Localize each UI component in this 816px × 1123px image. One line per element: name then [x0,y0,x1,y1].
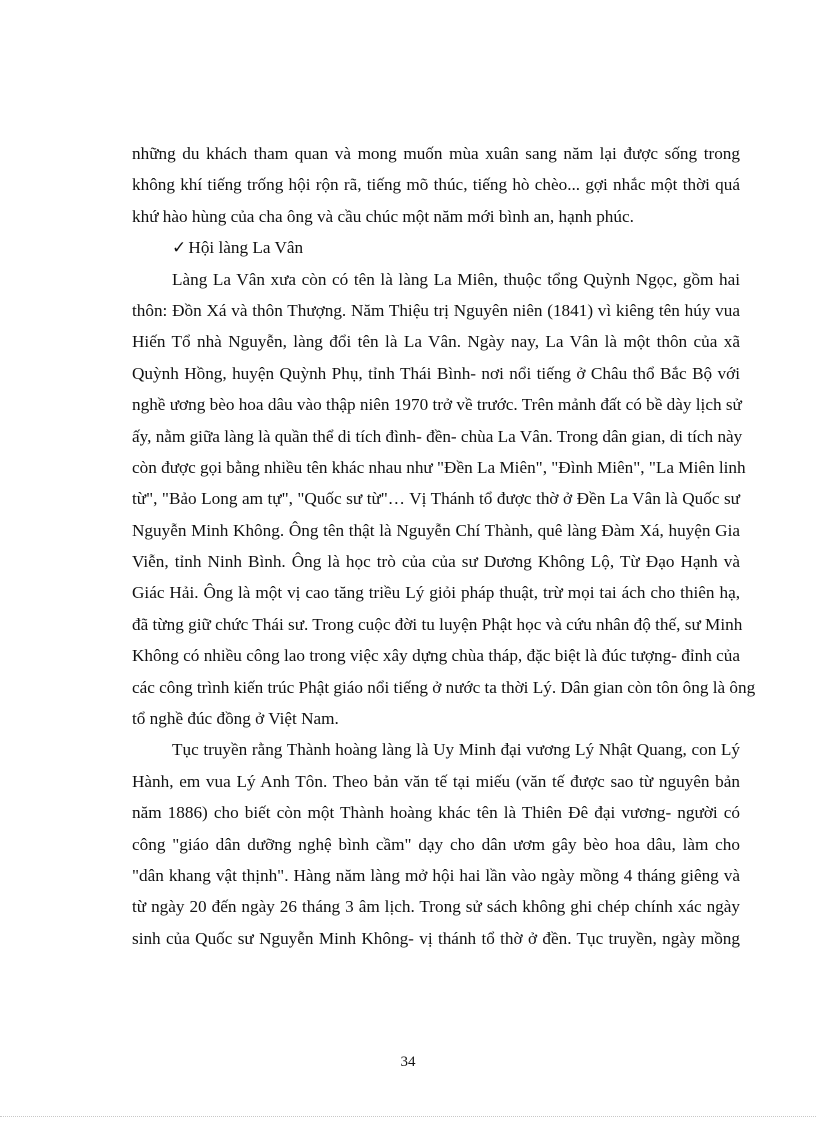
section-heading-text: Hội làng La Vân [188,238,304,258]
text-line: đã từng giữ chức Thái sư. Trong cuộc đời tu luyện Phật học và cứu nhân độ thế, sư Minh [132,614,743,634]
document-body [132,138,756,954]
page-number: 34 [400,1054,416,1070]
text-line: Hiến Tổ nhà Nguyễn, làng đổi tên là La Vân. Ngày nay, La Vân là một thôn của xã [132,332,740,352]
text-line: từ", "Bảo Long am tự", "Quốc sư từ"… Vị Thánh tổ được thờ ở Đền La Vân là Quốc sư [132,489,740,509]
text-line: nghề ương bèo hoa dâu vào thập niên 1970 trở về trước. Trên mảnh đất có bề dày lịch sử [132,395,742,415]
text-line: Tục truyền rằng Thành hoàng làng là Uy Minh đại vương Lý Nhật Quang, con Lý [172,740,740,760]
paragraph-intro [132,138,740,232]
text-line: những du khách tham quan và mong muốn mùa xuân sang năm lại được sống trong [132,144,740,163]
text-line: Giác Hải. Ông là một vị cao tăng triều Lý giỏi pháp thuật, trừ mọi tai ách cho thiên hạ, [132,583,740,603]
text-line: "dân khang vật thịnh". Hàng năm làng mở hội hai lần vào ngày mồng 4 tháng giêng và [132,865,740,885]
text-line: còn được gọi bằng nhiều tên khác nhau như "Đền La Miên", "Đình Miên", "La Miên linh [132,457,746,477]
paragraph-thanh-hoang [132,734,740,954]
text-line: công "giáo dân dưỡng nghệ bình cầm" dạy cho dân ươm gây bèo hoa dâu, làm cho [132,834,740,854]
text-line: Làng La Vân xưa còn có tên là làng La Miên, thuộc tổng Quỳnh Ngọc, gồm hai [172,269,740,289]
page-bottom-divider [0,1116,816,1117]
text-line: ấy, nằm giữa làng là quần thể di tích đình- đền- chùa La Vân. Trong dân gian, di tích này [132,426,743,446]
text-line: không khí tiếng trống hội rộn rã, tiếng mõ thúc, tiếng hò chèo... gợi nhắc một thời quá [132,175,740,195]
text-line: Nguyễn Minh Không. Ông tên thật là Nguyễn Chí Thành, quê làng Đàm Xá, huyện Gia [132,520,740,540]
section-heading [132,232,740,263]
text-line: Hành, em vua Lý Anh Tôn. Theo bản văn tế tại miếu (văn tế được sao từ nguyên bản [132,771,740,791]
text-line: khứ hào hùng của cha ông và cầu chúc một năm mới bình an, hạnh phúc. [132,206,634,226]
text-line: năm 1886) cho biết còn một Thành hoàng khác tên là Thiên Đê đại vương- người có [132,803,740,823]
text-line: Không có nhiều công lao trong việc xây dựng chùa tháp, đặc biệt là đúc tượng- đỉnh của [132,646,740,666]
text-line: từ ngày 20 đến ngày 26 tháng 3 âm lịch. Trong sử sách không ghi chép chính xác ngày [132,897,740,917]
text-line: Quỳnh Hồng, huyện Quỳnh Phụ, tỉnh Thái Bình- nơi nổi tiếng ở Châu thổ Bắc Bộ với [132,363,740,383]
checkmark-icon: ✓ [172,238,187,258]
text-line: tổ nghề đúc đồng ở Việt Nam. [132,709,339,729]
text-line: các công trình kiến trúc Phật giáo nổi tiếng ở nước ta thời Lý. Dân gian còn tôn ông là ông [132,677,756,697]
text-line: Viễn, tỉnh Ninh Bình. Ông là học trò của của sư Dương Không Lộ, Từ Đạo Hạnh và [132,552,740,572]
text-line: sinh của Quốc sư Nguyễn Minh Không- vị thánh tổ thờ ở đền. Tục truyền, ngày mồng [132,928,740,948]
text-line: thôn: Đồn Xá và thôn Thượng. Năm Thiệu trị Nguyên niên (1841) vì kiêng tên húy vua [132,300,740,320]
paragraph-la-van-history [132,264,756,735]
